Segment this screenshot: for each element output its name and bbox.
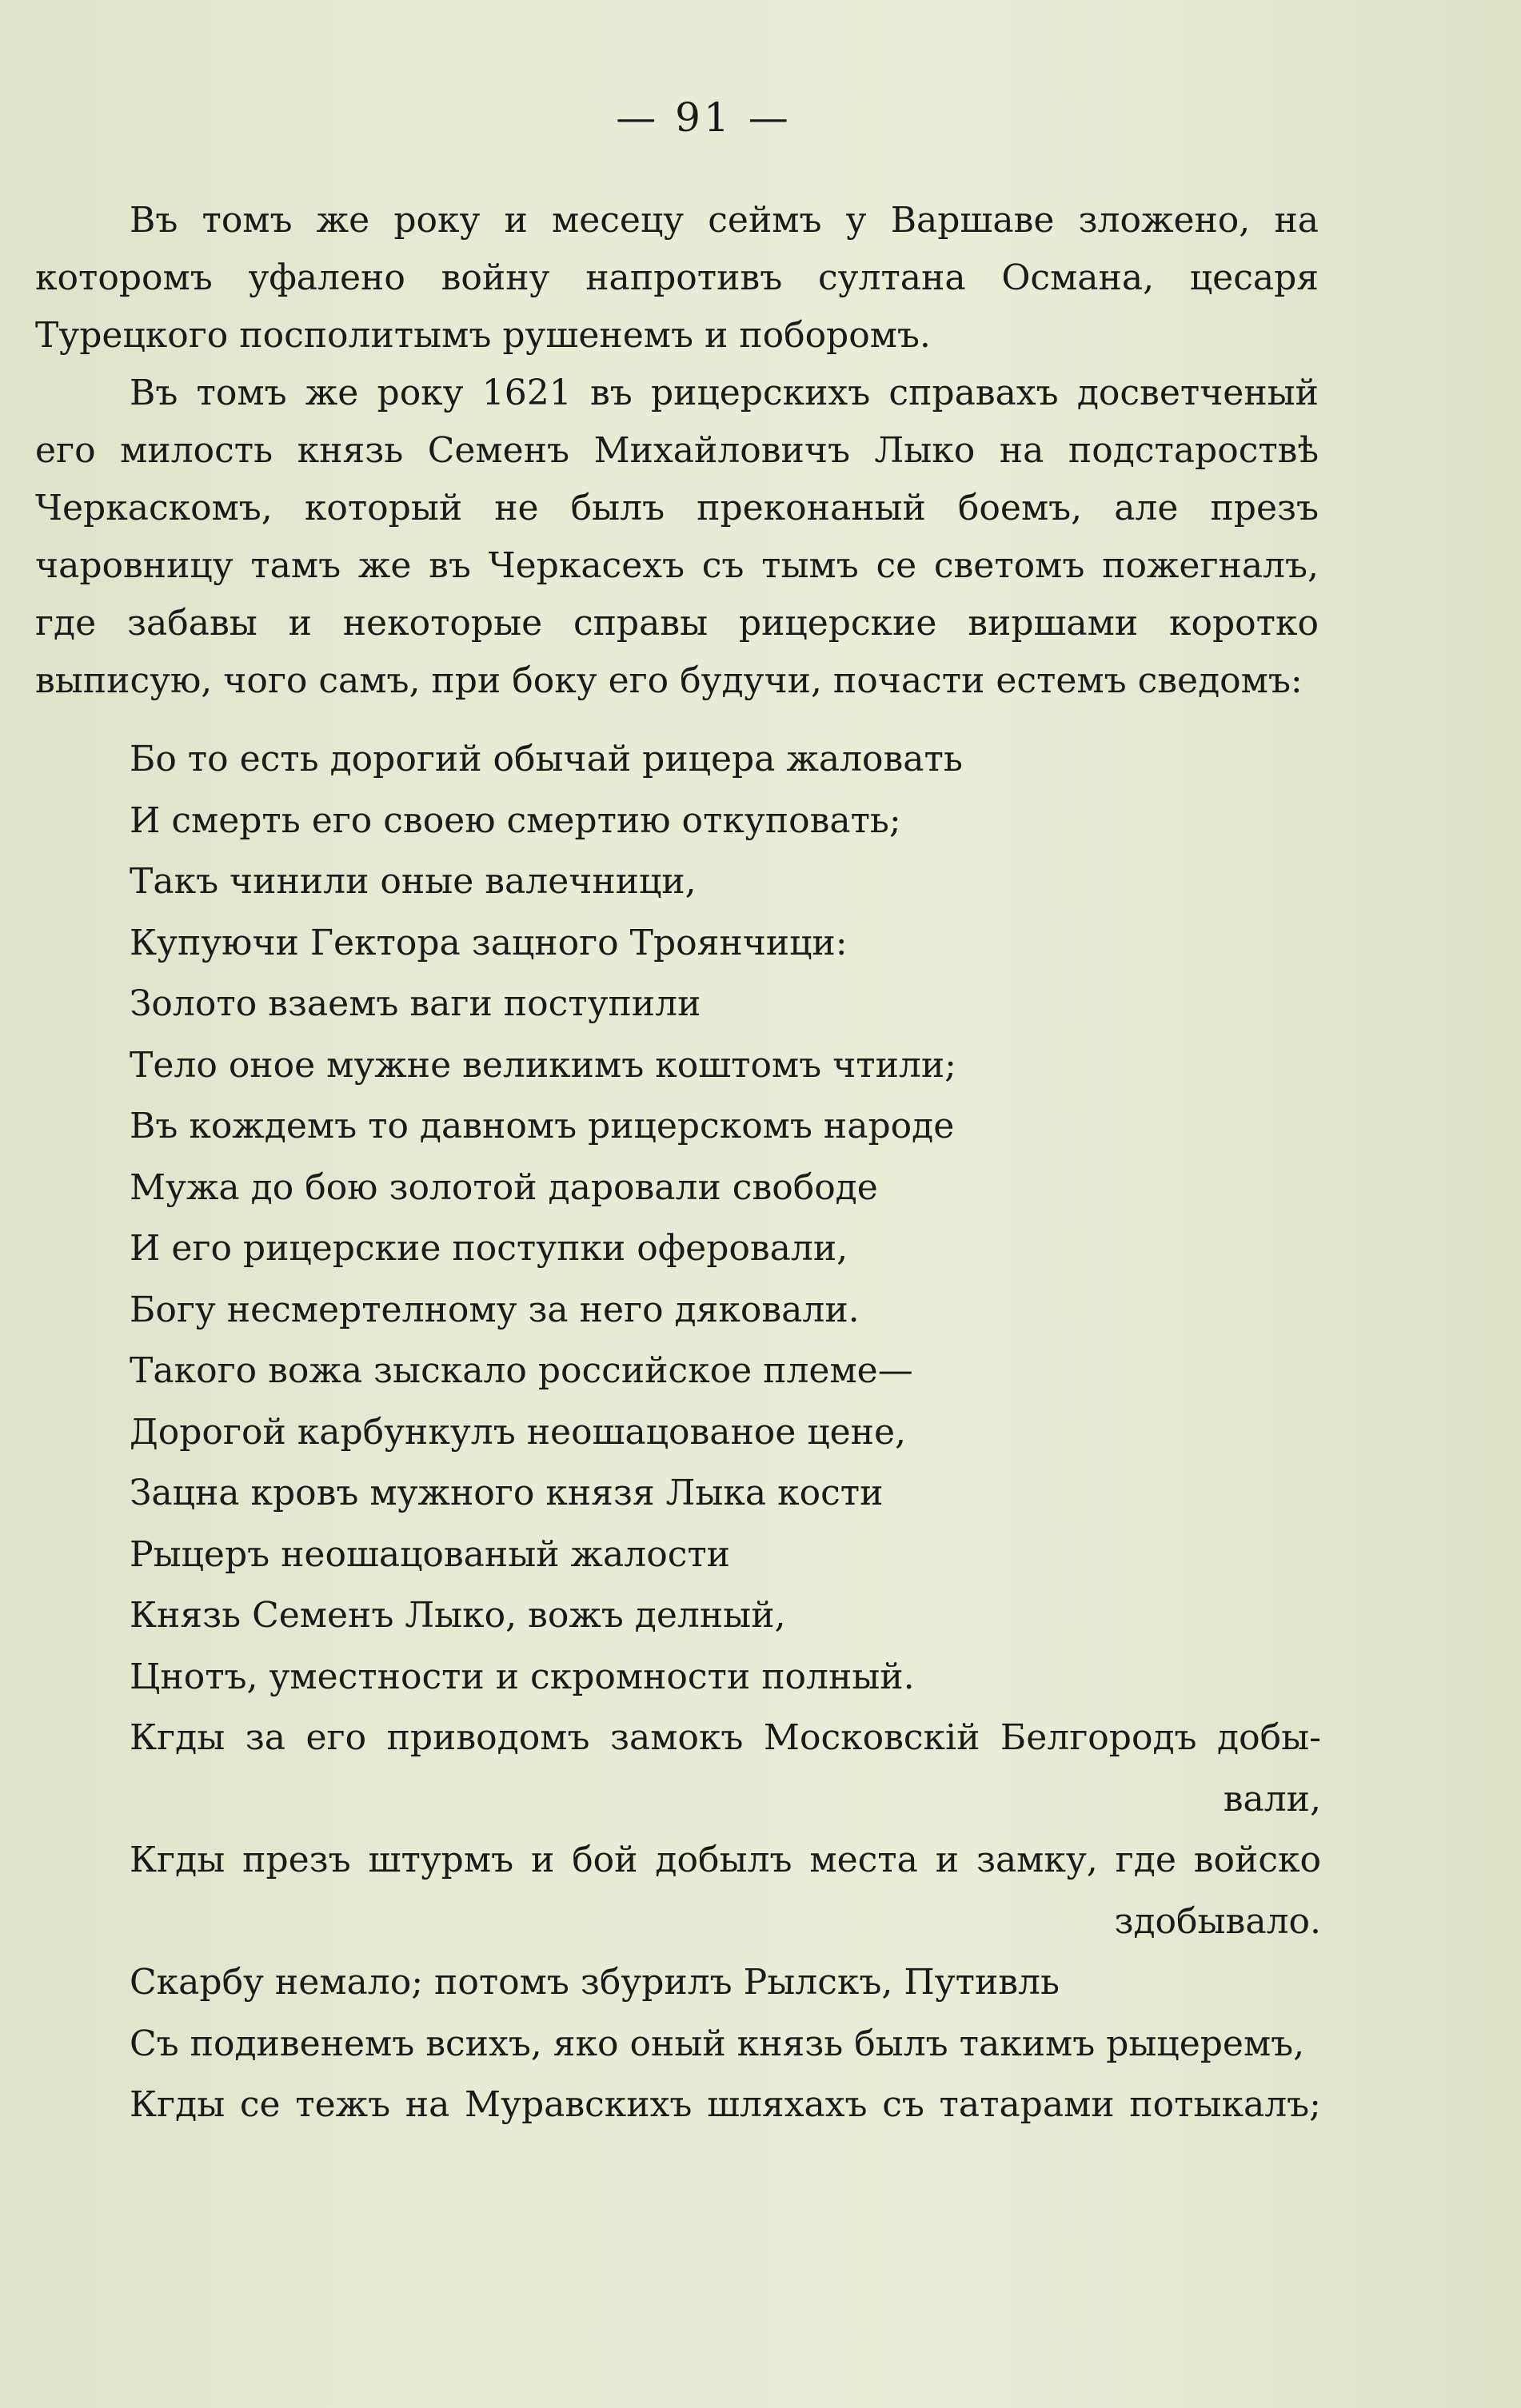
paragraph-1: Въ томъ же року и месецу сеймъ у Варшаве зложено, на которомъ уфалено войну напротивъ султана Османа, цесаря Турецкого посполитымъ рушенемъ и поборомъ. (35, 200, 1319, 356)
verse-line: Тело оное мужне великимъ коштомъ чтили; (130, 1044, 956, 1086)
verse-line: Рыцеръ неошацованый жалости (130, 1533, 731, 1575)
verse-line: Зацна кровъ мужного князя Лыка кости (130, 1473, 884, 1513)
verse-line: Мужа до бою золотой даровали свободе (130, 1166, 878, 1208)
verse-line: Золото взаемъ ваги поступили (130, 983, 701, 1024)
verse-line: Кгды за его приводомъ замокъ Московскій Белгородъ добы- (130, 1717, 1321, 1758)
verse-line: Кгды се тежъ на Муравскихъ шляхахъ съ татарами потыкалъ; (130, 2084, 1321, 2125)
verse-line: Кгды презъ штурмъ и бой добылъ места и замку, где войско (130, 1840, 1321, 1880)
prose-block (35, 192, 1319, 710)
page-number: — 91 — (616, 94, 792, 141)
paragraph-2: Въ томъ же року 1621 въ рицерскихъ справахъ досветченый его милость князь Семенъ Михайловичъ Лыко на подстароствѣ Черкаскомъ, который не былъ преконаный боемъ, але презъ чаровницу тамъ же въ Черкасехъ съ тымъ се светомъ пожегналъ, где забавы и некоторые справы рицерские виршами коротко выписую, чого самъ, при боку его будучи, почасти естемъ сведомъ: (35, 373, 1319, 701)
verse-line: Такого вожа зыскало российское племе— (130, 1350, 913, 1391)
verse-line: Въ кождемъ то давномъ рицерскомъ народе (130, 1106, 955, 1146)
verse-line: Купуючи Гектора зацного Троянчици: (130, 922, 848, 963)
verse-line: Такъ чинили оные валечници, (130, 861, 697, 902)
verse-line: Князь Семенъ Лыко, вожъ делный, (130, 1595, 786, 1636)
verse-line: Бо то есть дорогий обычай рицера жаловать (130, 739, 963, 779)
verse-block (130, 729, 1329, 2136)
verse-long-line (130, 1830, 1329, 1952)
verse-line: Цнотъ, уместности и скромности полный. (130, 1656, 915, 1697)
verse-line: Съ подивенемъ всихъ, яко оный князь былъ такимъ рыцеремъ, (130, 2023, 1305, 2064)
verse-line-continuation: здобывало. (1114, 1900, 1321, 1942)
verse-line: И его рицерские поступки оферовали, (130, 1228, 848, 1269)
verse-long-line (130, 1708, 1329, 1830)
verse-line: Богу несмертелному за него дяковали. (130, 1289, 860, 1330)
verse-line: Скарбу немало; потомъ збурилъ Рылскъ, Путивль (130, 1962, 1060, 2003)
verse-line: Дорогой карбункулъ неошацованое цене, (130, 1411, 907, 1453)
verse-line: И смерть его своею смертию откуповать; (130, 799, 901, 841)
verse-long-line (130, 2075, 1329, 2136)
verse-line-continuation: вали, (1223, 1778, 1321, 1820)
